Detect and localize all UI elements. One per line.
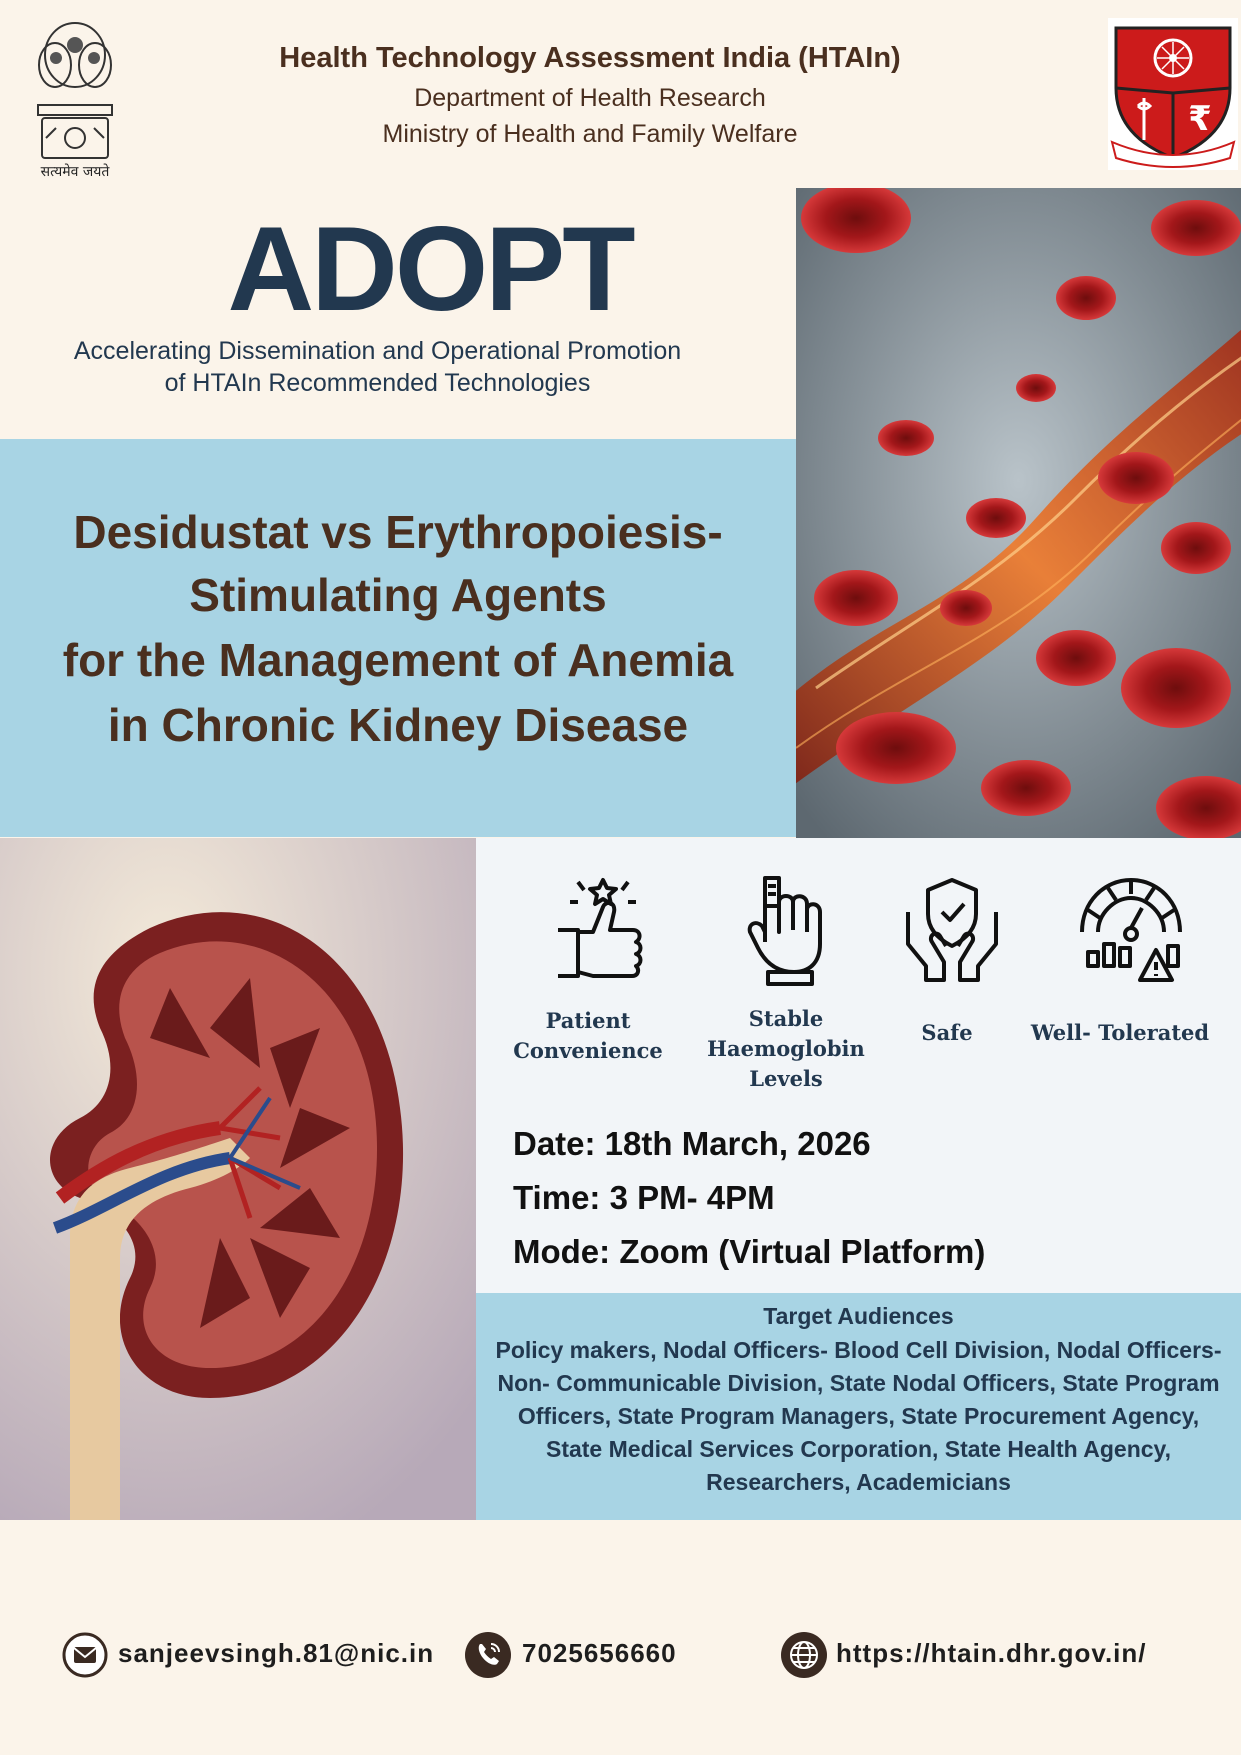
event-date: Date: 18th March, 2026 bbox=[513, 1125, 871, 1162]
event-title-line1: Desidustat vs Erythropoiesis- bbox=[73, 506, 723, 558]
gauge-icon bbox=[1074, 872, 1188, 990]
icmr-seal-logo bbox=[1108, 18, 1238, 170]
ministry-name: Ministry of Health and Family Welfare bbox=[382, 120, 798, 148]
event-title-line2: Stimulating Agents bbox=[189, 569, 607, 621]
feature-label-line: Levels bbox=[749, 1066, 823, 1091]
globe-icon bbox=[781, 1632, 827, 1678]
adopt-subtitle-line1: Accelerating Dissemination and Operational Promotion bbox=[73, 337, 682, 365]
department-name: Department of Health Research bbox=[414, 84, 766, 112]
national-emblem bbox=[20, 10, 130, 185]
feature-label-well-tolerated bbox=[1020, 1018, 1220, 1048]
event-mode: Mode: Zoom (Virtual Platform) bbox=[513, 1233, 986, 1270]
target-audience-heading: Target Audiences bbox=[763, 1303, 954, 1329]
target-audience-list: Policy makers, Nodal Officers- Blood Cell Division, Nodal Officers- Non- Communicable Division, State Nodal Officers, State Program Officers, State Program Managers, State Procurement Agency, State Medical Services Corporation, State Health Agency, Researchers, Academicians bbox=[495, 1337, 1222, 1495]
shield-hands-icon bbox=[902, 872, 1002, 990]
event-time: Time: 3 PM- 4PM bbox=[513, 1179, 775, 1216]
feature-label-safe bbox=[857, 1018, 1037, 1048]
contact-phone[interactable]: 7025656660 bbox=[522, 1638, 677, 1668]
contact-website[interactable]: https://htain.dhr.gov.in/ bbox=[836, 1638, 1147, 1668]
feature-label-stable-haemoglobin bbox=[696, 1004, 876, 1094]
hand-icon bbox=[738, 872, 838, 990]
feature-label-line: Well- Tolerated bbox=[1030, 1020, 1210, 1045]
thumbs-up-icon bbox=[548, 872, 648, 990]
feature-label-line: Safe bbox=[921, 1020, 973, 1045]
contact-email[interactable]: sanjeevsingh.81@nic.in bbox=[118, 1638, 435, 1668]
adopt-subtitle-line2: of HTAIn Recommended Technologies bbox=[164, 369, 591, 397]
event-title-line3: for the Management of Anemia bbox=[62, 634, 734, 686]
organization-name: Health Technology Assessment India (HTAIn) bbox=[279, 42, 901, 74]
svg-text:₹: ₹ bbox=[1188, 99, 1212, 139]
red-blood-cells-image bbox=[796, 188, 1241, 838]
feature-label-line: Convenience bbox=[513, 1038, 663, 1063]
adopt-title: ADOPT bbox=[227, 202, 633, 336]
emblem-motto: सत्यमेव जयते bbox=[40, 164, 110, 180]
kidney-illustration-image bbox=[0, 838, 476, 1520]
email-icon bbox=[62, 1632, 108, 1678]
phone-icon bbox=[465, 1632, 511, 1678]
event-title-line4: in Chronic Kidney Disease bbox=[107, 699, 689, 751]
feature-label-line: Stable bbox=[748, 1006, 824, 1031]
feature-label-line: Patient bbox=[545, 1008, 631, 1033]
feature-label-patient-convenience bbox=[498, 1006, 678, 1066]
feature-label-line: Haemoglobin bbox=[707, 1036, 865, 1061]
